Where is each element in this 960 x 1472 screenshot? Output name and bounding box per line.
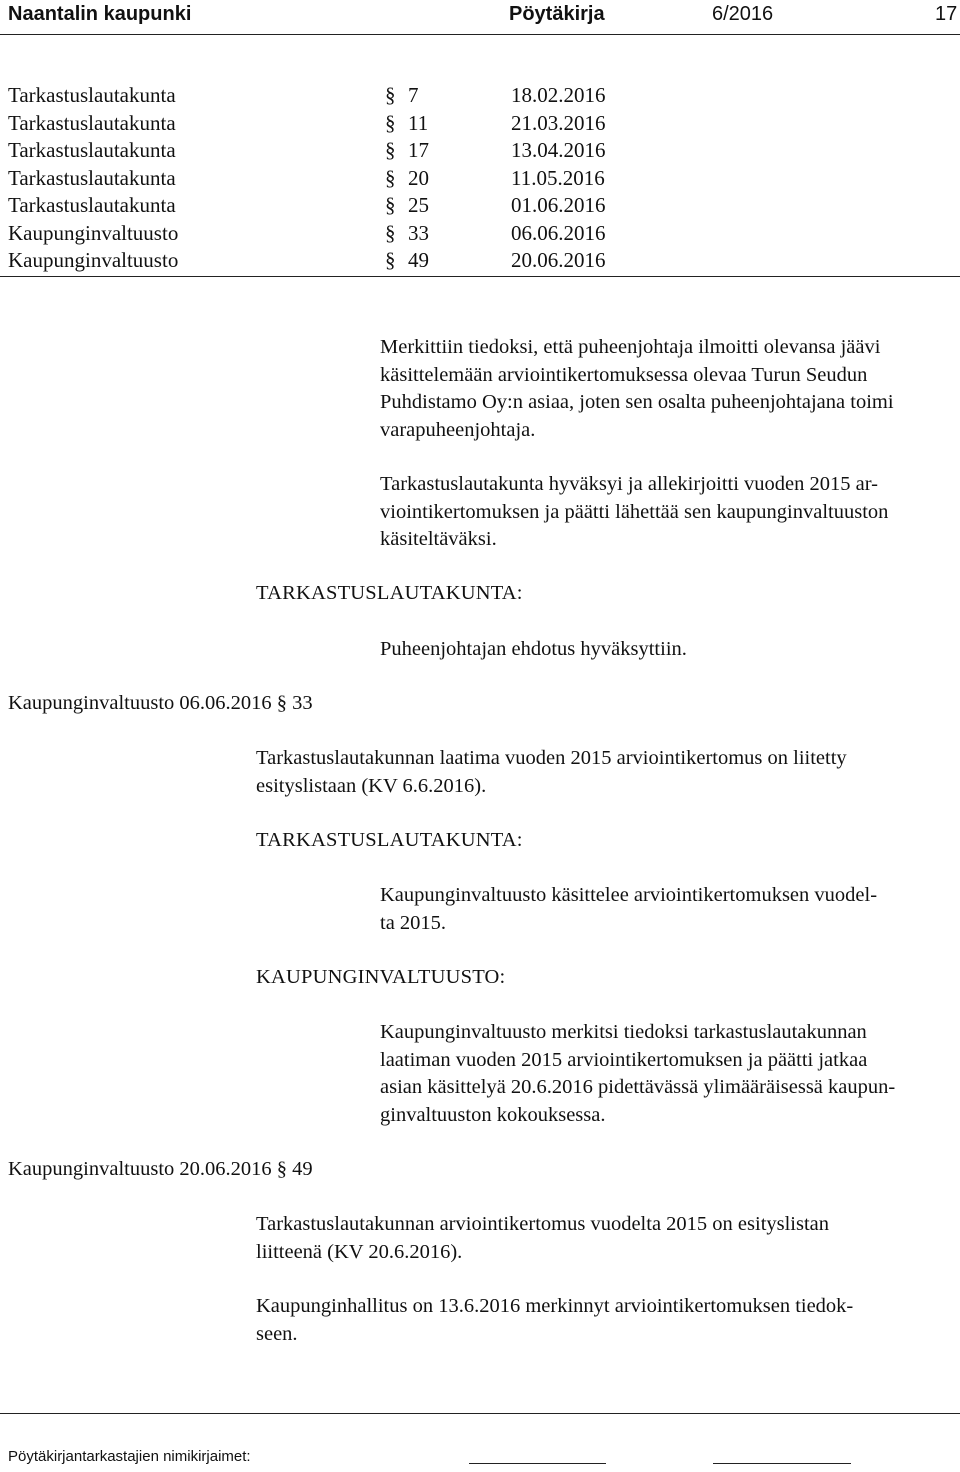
decision-text: Puheenjohtajan ehdotus hyväksyttiin.: [380, 638, 687, 660]
proposer-label: TARKASTUSLAUTAKUNTA:: [256, 582, 523, 604]
history-row: Kaupunginvaltuusto § 33 06.06.2016: [8, 220, 606, 245]
page-number: 17: [935, 3, 958, 25]
history-row: Tarkastuslautakunta § 11 21.03.2016: [8, 110, 606, 135]
signature-line: [713, 1463, 851, 1464]
history-row: Tarkastuslautakunta § 17 13.04.2016: [8, 138, 606, 162]
page-header: [0, 0, 960, 34]
intro-paragraph: Tarkastuslautakunnan arviointikertomus vuodelta 2015 on esityslistan liitteenä (KV 20.6.2016).: [256, 1213, 830, 1263]
intro-paragraph: Tarkastuslautakunnan laatima vuoden 2015 arviointikertomus on liitetty esityslistaan (KV 6.6.2016).: [256, 747, 847, 797]
board-note: Kaupunginhallitus on 13.6.2016 merkinnyt arviointikertomuksen tiedok- seen.: [256, 1295, 854, 1345]
document-type: Pöytäkirja: [509, 3, 605, 25]
footer-divider: [0, 1413, 960, 1414]
section-heading: Kaupunginvaltuusto 20.06.2016 § 49: [8, 1158, 313, 1180]
document-number: 6/2016: [712, 3, 774, 25]
council-decision: Kaupunginvaltuusto merkitsi tiedoksi tarkastuslautakunnan laatiman vuoden 2015 arviointikertomuksen ja päätti jatkaa asian käsittelyä 20.6.2016 pidettävässä ylimääräisessä kaupun- ginvaltuuston kokouksessa.: [380, 1021, 896, 1126]
council-label: KAUPUNGINVALTUUSTO:: [256, 966, 506, 988]
signature-label: Pöytäkirjantarkastajien nimikirjaimet:: [8, 1448, 251, 1465]
history-divider: [0, 276, 960, 277]
disqualification-paragraph: Merkittiin tiedoksi, että puheenjohtaja ilmoitti olevansa jäävi käsittelemään arviointikertomuksessa olevaa Turun Seudun Puhdistamo Oy:n asiaa, joten sen osalta puheenjohtajana toimi varapuheenjohtaja.: [380, 336, 894, 441]
section-heading: Kaupunginvaltuusto 06.06.2016 § 33: [8, 692, 313, 714]
proposer-label: TARKASTUSLAUTAKUNTA:: [256, 829, 523, 851]
proposal-text: Kaupunginvaltuusto käsittelee arviointikertomuksen vuodel- ta 2015.: [380, 884, 878, 934]
history-row: Kaupunginvaltuusto § 49 20.06.2016: [8, 248, 606, 272]
history-row: Tarkastuslautakunta § 20 11.05.2016: [8, 165, 605, 190]
signature-line: [469, 1463, 606, 1464]
processing-history: [8, 82, 708, 275]
history-row: Tarkastuslautakunta § 7 18.02.2016: [8, 83, 606, 107]
history-row: Tarkastuslautakunta § 25 01.06.2016: [8, 193, 606, 217]
municipality-name: Naantalin kaupunki: [8, 3, 192, 25]
header-divider: [0, 34, 960, 35]
approval-paragraph: Tarkastuslautakunta hyväksyi ja allekirjoitti vuoden 2015 ar- viointikertomuksen ja päätti lähettää sen kaupunginvaltuuston käsiteltäväksi.: [380, 473, 889, 550]
